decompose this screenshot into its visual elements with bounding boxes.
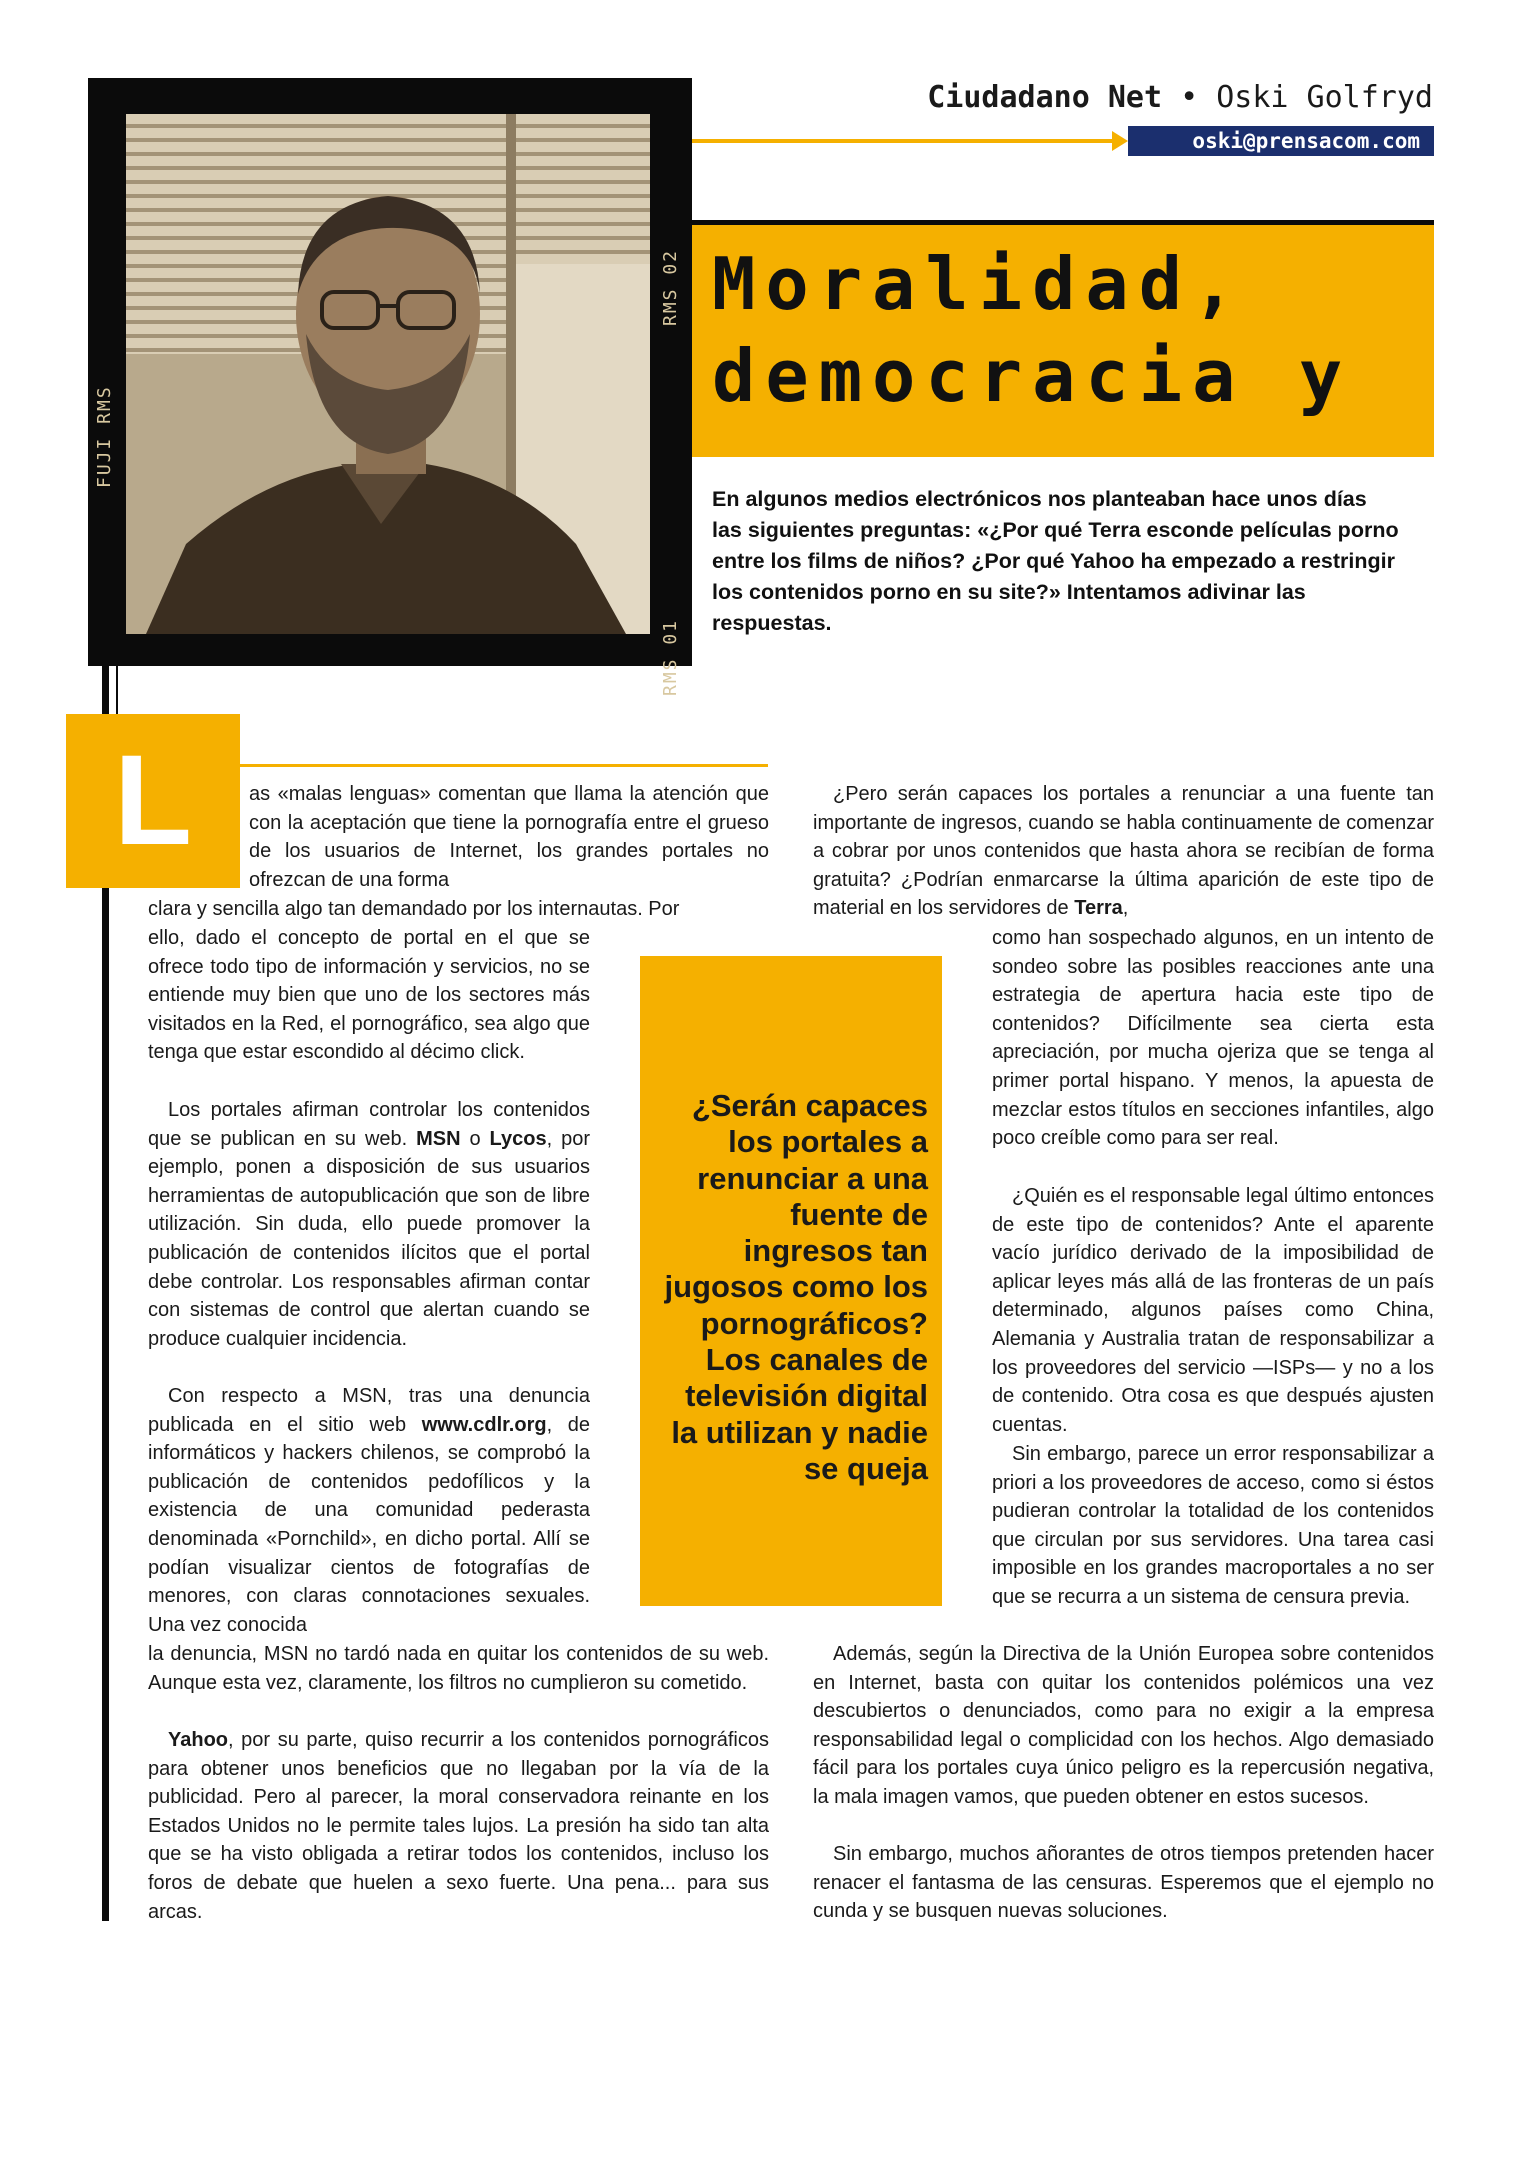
- header-arrow-line: [692, 139, 1124, 143]
- text-run: o: [460, 1127, 490, 1150]
- brand-lycos: Lycos: [489, 1127, 547, 1150]
- photo-frame: [88, 78, 692, 696]
- link-cdlr[interactable]: www.cdlr.org: [421, 1413, 547, 1436]
- author-photo-illustration: [126, 114, 650, 634]
- pullquote-text: ¿Serán capaces los portales a renunciar a una fuente de ingresos tan jugosos como los pornográficos? Los canales de televisión digital la utilizan y nadie se queja: [664, 1088, 928, 1486]
- author-email[interactable]: oski@prensacom.com: [1128, 126, 1434, 156]
- byline-separator: •: [1180, 80, 1199, 115]
- text-run: Los portales afirman controlar los contenidos que se publican en su web.: [148, 1099, 590, 1150]
- text-run: , de informáticos y hackers chilenos, se comprobó la publicación de contenidos pedofílicos y la existencia de una comunidad pederasta denominada «Pornchild», en dicho portal. Allí se podían visualizar cientos de fotografías de menores, con claras connotaciones sexuales. Una vez conocida: [148, 1413, 591, 1636]
- section-name: Ciudadano Net: [927, 80, 1163, 115]
- paragraph: [148, 1726, 769, 1926]
- film-label: FUJI RMS: [94, 385, 115, 488]
- film-label: RMS 01: [660, 618, 681, 696]
- paragraph: Sin embargo, muchos añorantes de otros tiempos pretenden hacer renacer el fantasma de las censuras. Esperemos que el ejemplo no cunda y se busquen nuevas soluciones.: [813, 1843, 1434, 1923]
- dropcap-letter: L: [113, 729, 193, 872]
- paragraph: [148, 1382, 590, 1639]
- paragraph: como han sospechado algunos, en un intento de sondeo sobre las posibles reacciones ante una estrategia de apertura hacia este tipo de contenidos? Difícilmente sea cierta esta apreciación, por mucha ojeriza que se tenga al primer portal hispano. Y menos, la apuesta de mezclar estos títulos en secciones infantiles, algo poco creíble como para ser real.: [992, 927, 1434, 1150]
- arrow-right-icon: [1112, 131, 1128, 151]
- brand-msn: MSN: [416, 1127, 461, 1150]
- paragraph: as «malas lenguas» comentan que llama la atención que con la aceptación que tiene la pornografía entre el grueso de los usuarios de Internet, los grandes portales no ofrezcan de una forma: [249, 783, 769, 891]
- column-rule: [240, 764, 768, 767]
- brand-yahoo: Yahoo: [168, 1729, 229, 1751]
- paragraph: Sin embargo, parece un error responsabilizar a priori a los proveedores de acceso, como si éstos pudieran controlar la totalidad de los contenidos que circulan por sus servidores. Una tarea casi imposible en los grandes macroportales a no ser que se recurra a un sistema de censura previa.: [992, 1443, 1434, 1608]
- paragraph: Además, según la Directiva de la Unión Europea sobre contenidos en Internet, basta con quitar los contenidos polémicos una vez descubiertos o denunciados, como para no exigir a la empresa responsabilidad legal o complicidad con los hechos. Algo demasiado fácil para los portales cuya único peligro es la repercusión negativa, la mala imagen vamos, que pueden obtener en estos sucesos.: [813, 1643, 1434, 1808]
- title-line: democracia y: [712, 334, 1353, 418]
- brand-terra: Terra: [1074, 897, 1123, 920]
- author-photo: [126, 114, 650, 634]
- paragraph: [813, 780, 1434, 923]
- text-run: ¿Pero serán capaces los portales a renunciar a una fuente tan importante de ingresos, cuando se habla continuamente de comenzar a cobrar por unos contenidos que hasta ahora se recibían de forma gratuita? ¿Podrían enmarcarse la última aparición de este tipo de material en los servidores de: [813, 783, 1434, 920]
- text-run: ,: [1122, 897, 1129, 920]
- article-title: [712, 238, 1352, 422]
- paragraph: ¿Quién es el responsable legal último entonces de este tipo de contenidos? Ante el aparente vacío jurídico derivado de la imposibilidad de aplicar leyes más allá de las fronteras de un país determinado, algunos países como China, Alemania y Australia tratan de responsabilizar a los proveedores del servicio —ISPs— y no a los de contenido. Otra cosa es que después ajusten cuentas.: [992, 1185, 1434, 1436]
- text-run: Con respecto a MSN, tras una denuncia publicada en el sitio web: [148, 1385, 590, 1436]
- paragraph: [148, 1096, 590, 1353]
- text-run: , por ejemplo, ponen a disposición de sus usuarios herramientas de autopublicación que son de libre utilización. Sin duda, ello puede promover la publicación de contenidos ilícitos que el portal debe controlar. Los responsables afirman contar con sistemas de control que alertan cuando se produce cualquier incidencia.: [148, 1127, 590, 1350]
- article-lead: En algunos medios electrónicos nos planteaban hace unos días las siguientes preguntas: «¿Por qué Terra esconde películas porno entre los films de niños? ¿Por qué Yahoo ha empezado a restringir los contenidos porno en su site?» Intentamos adivinar las respuestas.: [712, 487, 1399, 635]
- paragraph: la denuncia, MSN no tardó nada en quitar los contenidos de su web. Aunque esta vez, claramente, los filtros no cumplieron su cometido.: [148, 1643, 769, 1694]
- author-name: Oski Golfryd: [1216, 80, 1433, 115]
- title-line: Moralidad,: [712, 242, 1246, 326]
- byline: [927, 80, 1433, 115]
- film-label: RMS 02: [660, 248, 681, 326]
- paragraph: clara y sencilla algo tan demandado por los internautas. Por: [148, 898, 680, 920]
- paragraph: ello, dado el concepto de portal en el que se ofrece todo tipo de información y servicios, no se entiende muy bien que uno de los sectores más visitados en la Red, el pornográfico, sea algo que tenga que estar escondido al décimo click.: [148, 927, 590, 1064]
- text-run: , por su parte, quiso recurrir a los contenidos pornográficos para obtener unos beneficios que no llegaban por la vía de la publicidad. Pero al parecer, la moral conservadora reinante en los Estados Unidos no le permite tales lujos. La presión ha sido tan alta que se ha visto obligada a retirar todos los contenidos, incluso los foros de debate que huelen a sexo fuerte. Una pena... para sus arcas.: [148, 1729, 769, 1923]
